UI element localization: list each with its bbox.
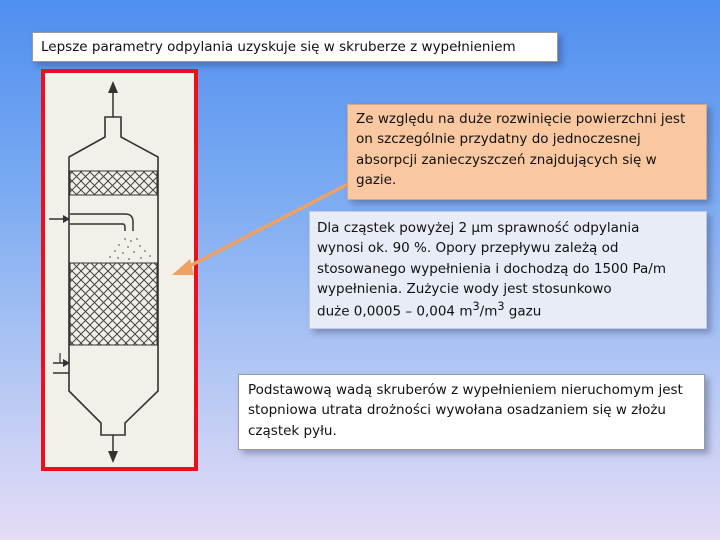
efficiency-note-line: wynosi ok. 90 %. Opory przepływu zależą od [317,240,619,257]
efficiency-note-line: Dla cząstek powyżej 2 µm sprawność odpylania [317,220,640,236]
superscript: 3 [497,300,505,313]
superscript: 3 [472,300,480,313]
water-usage-suffix: gazu [504,303,542,320]
efficiency-note-line: wypełnienia. Zużycie wody jest stosunkowo [317,280,612,297]
water-usage-text: duże 0,0005 – 0,004 m [317,303,473,320]
slide-title-text: Lepsze parametry odpylania uzyskuje się w skruberze z wypełnieniem [41,39,516,55]
efficiency-note-line [317,299,699,322]
efficiency-note-line: stosowanego wypełnienia i dochodzą do 1500 Pa/m [317,260,667,277]
absorption-note [347,104,707,200]
disadvantage-note [238,374,705,450]
water-usage-unit: /m [479,303,498,320]
absorption-note-text: Ze względu na duże rozwinięcie powierzchni jest on szczególnie przydatny do jednoczesnej absorpcji zanieczyszczeń znajdujących się w gazie. [356,111,686,188]
efficiency-note [309,211,707,329]
disadvantage-note-text: Podstawową wadą skruberów z wypełnieniem nieruchomym jest stopniowa utrata drożności wywołana osadzaniem się w złożu cząstek pyłu. [248,382,683,439]
